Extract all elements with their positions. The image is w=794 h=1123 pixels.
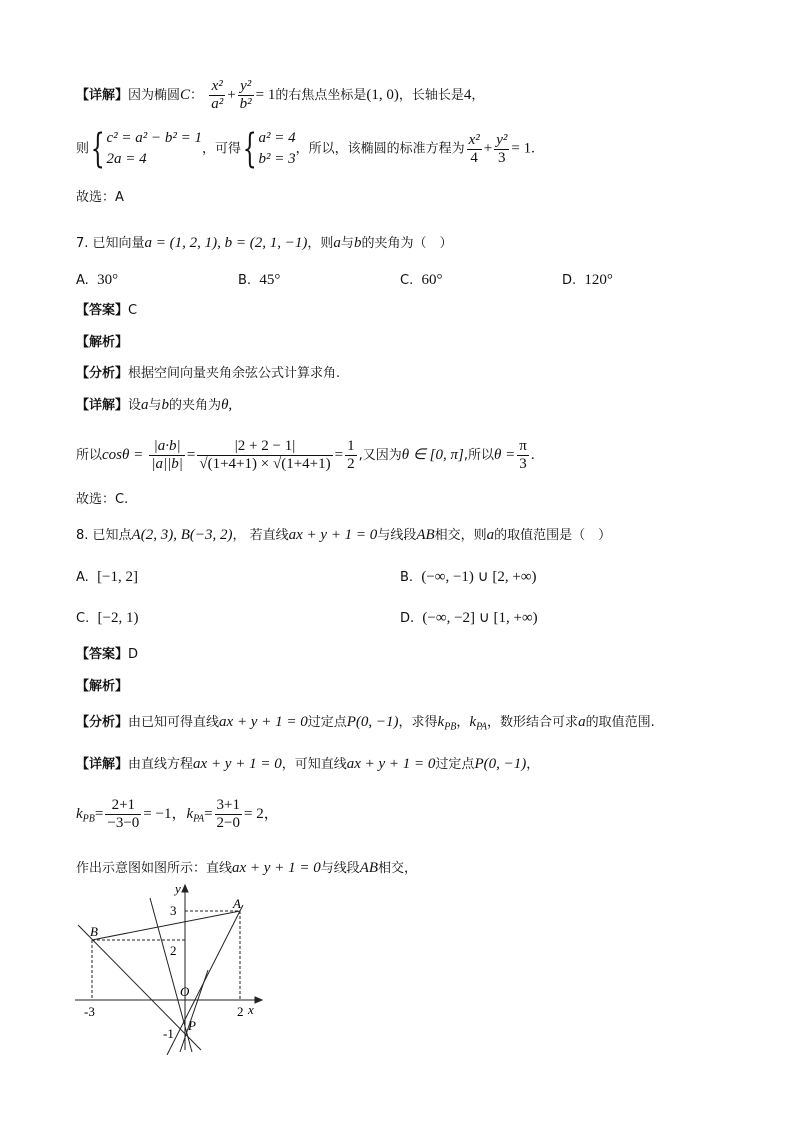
fraction: $\frac{2+1}{-3-0}$ (107, 797, 140, 831)
y-axis-label: y (175, 881, 181, 896)
line-p-2 (180, 970, 208, 1052)
equation-system: c² = a² − b² = 1 2a = 4 (106, 130, 202, 167)
equation-system: a² = 4 b² = 3 (258, 130, 296, 167)
q8-fenxi: 【分析】由已知可得直线ax + y + 1 = 0过定点P(0, −1)，求得$k_{PB}$，$k_{PA}$，数形结合可求a的取值范围. (76, 714, 655, 733)
q8-option-b: B. (−∞, −1) ∪ [2, +∞) (400, 569, 537, 585)
q8-option-a: A. [−1, 2] (76, 569, 139, 585)
q7-choose: 故选：C. (76, 492, 129, 507)
q8-answer: 【答案】D (76, 647, 139, 662)
text: 7. 已知向量 (76, 236, 145, 251)
q7-detail-line: 【详解】设a与b的夹角为θ, (76, 397, 233, 413)
fraction: $\frac{\text{y²}}{\text{b²}}$ (239, 78, 252, 112)
fraction: $\frac{\text{y²}}{3}$ (496, 131, 508, 166)
math: + (483, 140, 493, 157)
segment-ab (92, 911, 240, 940)
tick-2: 2 (170, 943, 177, 958)
text: ，则 (307, 236, 334, 251)
q7-option-a: A. 30° (76, 272, 119, 288)
point-a-label: A (233, 896, 241, 911)
q7-analysis-tag: 【解析】 (76, 335, 129, 350)
q7-answer: 【答案】C (76, 303, 138, 318)
math: C (180, 87, 191, 103)
detail-tag: 【详解】 (76, 88, 129, 103)
math: = 1. (511, 140, 535, 157)
text: ，所以，该椭圆的标准方程为 (295, 141, 465, 157)
q8-detail-line: 【详解】由直线方程ax + y + 1 = 0，可知直线ax + y + 1 = 0过定点P(0, −1)， (76, 756, 540, 772)
point-p-label: P (188, 1018, 196, 1033)
fraction: $\frac{|2 + 2 - 1|}{√(1+4+1) \times √(1+4+1)}$ (199, 438, 331, 472)
q8-option-c: C. [−2, 1) (76, 610, 139, 626)
text: ，长轴长是 (398, 88, 464, 103)
text: 的右焦点坐标是 (275, 88, 367, 103)
text: ： (190, 88, 204, 103)
x-axis-label: x (248, 1002, 254, 1017)
ellipse-system-line (76, 128, 535, 170)
fraction: $\frac{|a\cdot b|}{|a||b|}$ (151, 438, 183, 472)
text: 的夹角为（ ） (361, 236, 453, 251)
q8-draw-line: 作出示意图如图所示：直线ax + y + 1 = 0与线段AB相交， (76, 860, 418, 876)
q8-slopes: $k_{PB}=$ $\frac{2+1}{-3-0}$ = −1，$k_{PA}=$ $\frac{3+1}{2-0}$ = 2， (76, 797, 279, 831)
tick-neg3: -3 (84, 1004, 95, 1019)
math: = 1 (255, 87, 276, 103)
fraction: $\frac{\pi}{3}$ (519, 438, 527, 472)
q7-option-d: D. 120° (562, 272, 613, 288)
q7-option-c: C. 60° (400, 272, 443, 288)
math: a (333, 235, 341, 251)
tick-neg1: -1 (163, 1026, 174, 1041)
fraction: $\frac{\text{x²}}{\text{a²}}$ (211, 78, 224, 112)
q8-analysis-tag: 【解析】 (76, 679, 129, 694)
math: (1, 0) (366, 87, 399, 103)
math: 4 (463, 87, 472, 103)
q7-option-b: B. 45° (238, 272, 281, 288)
text: 因为椭圆 (128, 88, 181, 103)
left-brace-icon: { (242, 126, 257, 172)
text: 则 (76, 141, 90, 157)
origin-label: O (180, 984, 190, 999)
answer-line-a: 故选：A (76, 190, 124, 205)
text: ， (471, 88, 485, 103)
fraction: $\frac{1}{2}$ (347, 438, 355, 472)
q7-fenxi: 【分析】根据空间向量夹角余弦公式计算求角. (76, 366, 341, 381)
text: ，可得 (201, 141, 241, 157)
q7-cos-formula: 所以cosθ = $\frac{|a\cdot b|}{|a||b|}$ = $\frac{|2 + 2 - 1|}{√(1+4+1) \times √(1+4+1)}$ = $\frac{1}{2}$ ,又因为θ ∈ [0, π],所以θ = $\frac{\pi}{3}$ . (76, 438, 535, 472)
fraction: $\frac{3+1}{2-0}$ (216, 797, 240, 831)
tick-2x: 2 (237, 1004, 244, 1019)
coordinate-figure (70, 880, 280, 1055)
text: 与 (340, 236, 354, 251)
tick-3: 3 (170, 903, 177, 918)
x-axis-arrow-icon (255, 997, 262, 1003)
left-brace-icon: { (90, 126, 105, 172)
question-7-stem (76, 233, 452, 254)
q8-option-d: D. (−∞, −2] ∪ [1, +∞) (400, 610, 538, 626)
ellipse-detail-line (76, 78, 484, 113)
y-axis-arrow-icon (182, 885, 188, 892)
question-8-stem: 8. 已知点A(2, 3), B(−3, 2)， 若直线ax + y + 1 = 0与线段AB相交，则a的取值范围是（ ） (76, 527, 612, 543)
fraction: $\frac{\text{x²}}{4}$ (468, 131, 480, 166)
math: + (227, 87, 236, 103)
math: b (353, 235, 362, 251)
point-b-label: B (90, 924, 98, 939)
math: a = (1, 2, 1), b = (2, 1, −1) (144, 235, 308, 251)
